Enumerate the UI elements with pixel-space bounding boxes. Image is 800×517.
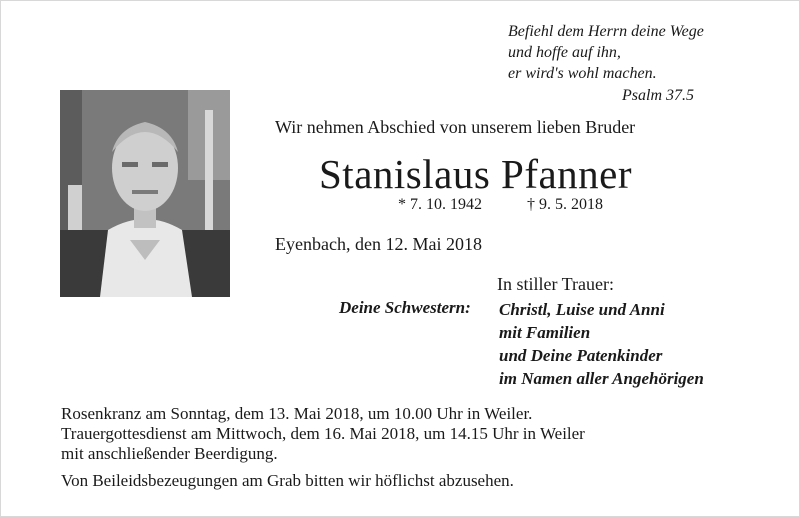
- psalm-line: er wird's wohl machen.: [508, 65, 657, 82]
- mourner-line: mit Familien: [499, 323, 591, 342]
- psalm-line: und hoffe auf ihn,: [508, 44, 621, 61]
- service-note: mit anschließender Beerdigung.: [61, 444, 278, 463]
- intro-text: Wir nehmen Abschied von unserem lieben Bruder: [275, 117, 636, 137]
- mourner-line: Christl, Luise und Anni: [499, 300, 665, 319]
- death-date: † 9. 5. 2018: [527, 196, 603, 213]
- deceased-name: Stanislaus Pfanner: [319, 151, 633, 197]
- place-and-date: Eyenbach, den 12. Mai 2018: [275, 234, 482, 254]
- portrait-photo: [60, 90, 230, 297]
- psalm-quote: [508, 21, 704, 84]
- mourning-label: In stiller Trauer:: [497, 274, 614, 294]
- mourners-list: [499, 298, 704, 390]
- service-note: Trauergottesdienst am Mittwoch, dem 16. Mai 2018, um 14.15 Uhr in Weiler: [61, 424, 585, 443]
- closing-request: Von Beileidsbezeugungen am Grab bitten wir höflichst abzusehen.: [61, 471, 514, 490]
- service-notes: [61, 404, 585, 464]
- mourner-line: und Deine Patenkinder: [499, 346, 663, 365]
- psalm-line: Befiehl dem Herrn deine Wege: [508, 23, 704, 40]
- birth-date: * 7. 10. 1942: [398, 196, 482, 213]
- service-note: Rosenkranz am Sonntag, dem 13. Mai 2018, um 10.00 Uhr in Weiler.: [61, 404, 533, 423]
- mourners-relation: Deine Schwestern:: [339, 298, 471, 317]
- psalm-reference: Psalm 37.5: [622, 87, 694, 104]
- mourner-line: im Namen aller Angehörigen: [499, 369, 704, 388]
